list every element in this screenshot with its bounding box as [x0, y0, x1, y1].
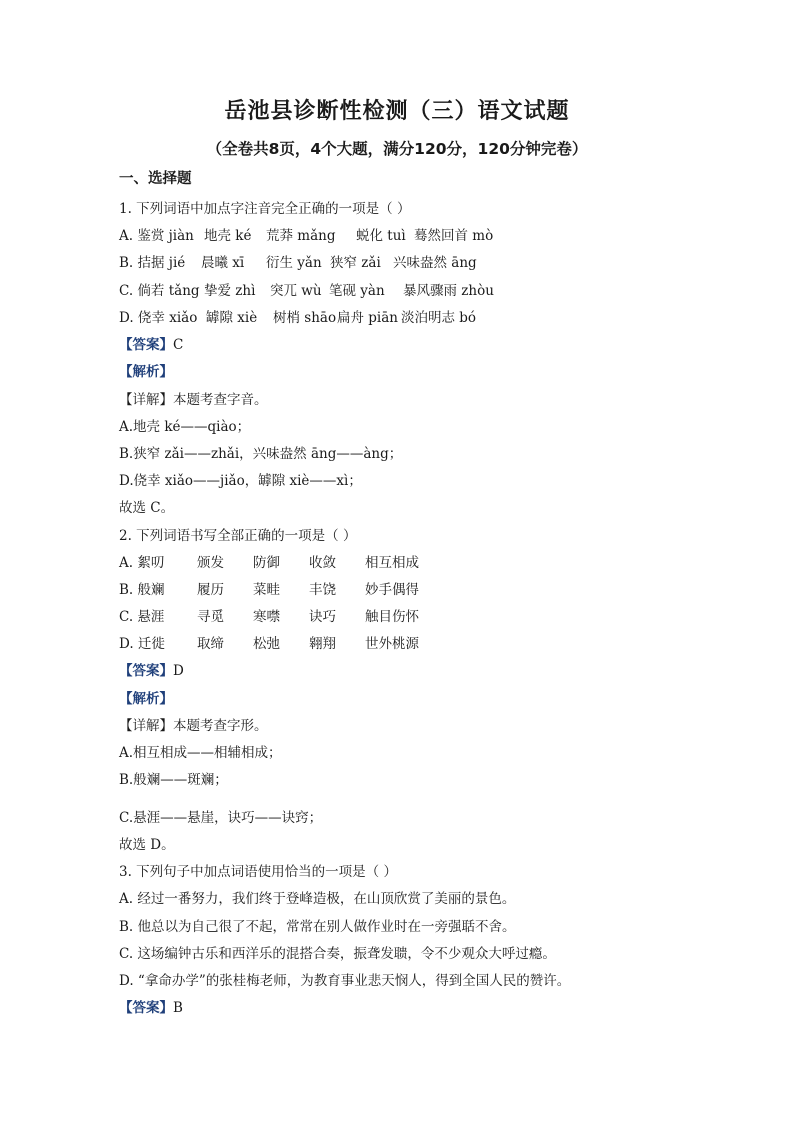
question-3-stem: 3. 下列句子中加点词语使用恰当的一项是（ ）: [119, 864, 397, 880]
option-item: 履历: [197, 582, 224, 598]
section-heading: 一、选择题: [119, 171, 192, 187]
q2-conclusion: 故选 D。: [119, 837, 175, 853]
answer-value: D: [173, 663, 184, 679]
q2-option-b: [119, 580, 754, 600]
question-1-stem: 1. 下列词语中加点字注音完全正确的一项是（ ）: [119, 201, 411, 217]
option-item: B. 拮据 jié: [119, 255, 186, 271]
option-item: C. 倘若 tǎng: [119, 283, 200, 299]
q2-note: A.相互相成——相辅相成；: [119, 745, 282, 761]
option-item: 菜畦: [253, 582, 280, 598]
q2-note: B.般斓——斑斓；: [119, 772, 228, 788]
option-item: 寒噤: [253, 609, 280, 625]
q3-option-c: C. 这场编钟古乐和西洋乐的混搭合奏，振聋发聩，令不少观众大呼过瘾。: [119, 946, 556, 962]
option-item: 妙手偶得: [365, 582, 419, 598]
option-item: B. 般斓: [119, 582, 165, 598]
option-item: 荒莽 mǎng: [266, 228, 336, 244]
q3-answer: [119, 998, 754, 1018]
option-item: 暴风骤雨 zhòu: [403, 283, 494, 299]
detail-tag: 【详解】: [119, 718, 173, 734]
q1-option-d: [119, 308, 754, 328]
option-item: 树梢 shāo: [273, 310, 337, 326]
q3-option-a: A. 经过一番努力，我们终于登峰造极，在山顶欣赏了美丽的景色。: [119, 891, 516, 907]
option-item: 寻觅: [197, 609, 224, 625]
option-item: 收敛: [309, 555, 336, 571]
q2-answer: [119, 661, 754, 681]
option-item: 触目伤怀: [365, 609, 419, 625]
q1-note: A.地壳 ké——qiào；: [119, 419, 251, 435]
answer-tag: 【答案】: [119, 337, 173, 353]
detail-tag: 【详解】: [119, 392, 173, 408]
q2-analysis: [119, 689, 754, 709]
answer-value: C: [173, 337, 184, 353]
question-2-stem: 2. 下列词语书写全部正确的一项是（ ）: [119, 528, 357, 544]
option-item: C. 悬涯: [119, 609, 165, 625]
q1-detail: [119, 390, 754, 410]
option-item: 防御: [253, 555, 280, 571]
option-item: D. 侥幸 xiǎo: [119, 310, 198, 326]
option-item: 地壳 ké: [204, 228, 252, 244]
option-item: 衍生 yǎn: [266, 255, 322, 271]
option-item: 丰饶: [309, 582, 336, 598]
answer-tag: 【答案】: [119, 663, 173, 679]
option-item: 诀巧: [309, 609, 336, 625]
q2-option-a: [119, 553, 754, 573]
analysis-tag: 【解析】: [119, 691, 173, 707]
q1-option-c: [119, 281, 754, 301]
page-subtitle: （全卷共8页，4个大题，满分120分，120分钟完卷）: [206, 140, 588, 158]
q1-note: D.侥幸 xiǎo——jiǎo，罅隙 xiè——xì；: [119, 473, 362, 489]
option-item: 扁舟 piān: [337, 310, 398, 326]
q2-detail: [119, 716, 754, 736]
option-item: 世外桃源: [365, 636, 419, 652]
detail-text: 本题考查字形。: [173, 718, 268, 734]
option-item: 笔砚 yàn: [329, 283, 385, 299]
q1-conclusion: 故选 C。: [119, 500, 175, 516]
page-title: 岳池县诊断性检测（三）语文试题: [224, 99, 570, 124]
option-item: 翱翔: [309, 636, 336, 652]
analysis-tag: 【解析】: [119, 364, 173, 380]
q2-note: C.悬涯——悬崖，诀巧——诀窍；: [119, 810, 323, 826]
option-item: 取缔: [197, 636, 224, 652]
option-item: 相互相成: [365, 555, 419, 571]
q2-option-d: [119, 634, 754, 654]
detail-text: 本题考查字音。: [173, 392, 268, 408]
q3-option-d: D. “拿命办学”的张桂梅老师，为教育事业悲天悯人，得到全国人民的赞许。: [119, 973, 571, 989]
option-item: 兴味盎然 āng: [393, 255, 477, 271]
answer-value: B: [173, 1000, 183, 1016]
option-item: D. 迁徙: [119, 636, 165, 652]
q1-option-b: [119, 253, 754, 273]
q2-option-c: [119, 607, 754, 627]
q1-answer: [119, 335, 754, 355]
q1-option-a: [119, 226, 754, 246]
q1-analysis: [119, 362, 754, 382]
option-item: 颁发: [197, 555, 224, 571]
option-item: 突兀 wù: [270, 283, 322, 299]
option-item: 淡泊明志 bó: [401, 310, 477, 326]
answer-tag: 【答案】: [119, 1000, 173, 1016]
option-item: 狭窄 zǎi: [330, 255, 381, 271]
option-item: 罅隙 xiè: [206, 310, 258, 326]
option-item: A. 絮叨: [119, 555, 165, 571]
option-item: 挚爱 zhì: [204, 283, 256, 299]
option-item: 松弛: [253, 636, 280, 652]
option-item: 晨曦 xī: [201, 255, 245, 271]
option-item: 蜕化 tuì: [356, 228, 406, 244]
q3-option-b: B. 他总以为自己很了不起，常常在别人做作业时在一旁强聒不舍。: [119, 919, 516, 935]
q1-note: B.狭窄 zǎi——zhǎi，兴味盎然 āng——àng；: [119, 446, 403, 462]
option-item: A. 鉴赏 jiàn: [119, 228, 194, 244]
option-item: 蓦然回首 mò: [414, 228, 494, 244]
